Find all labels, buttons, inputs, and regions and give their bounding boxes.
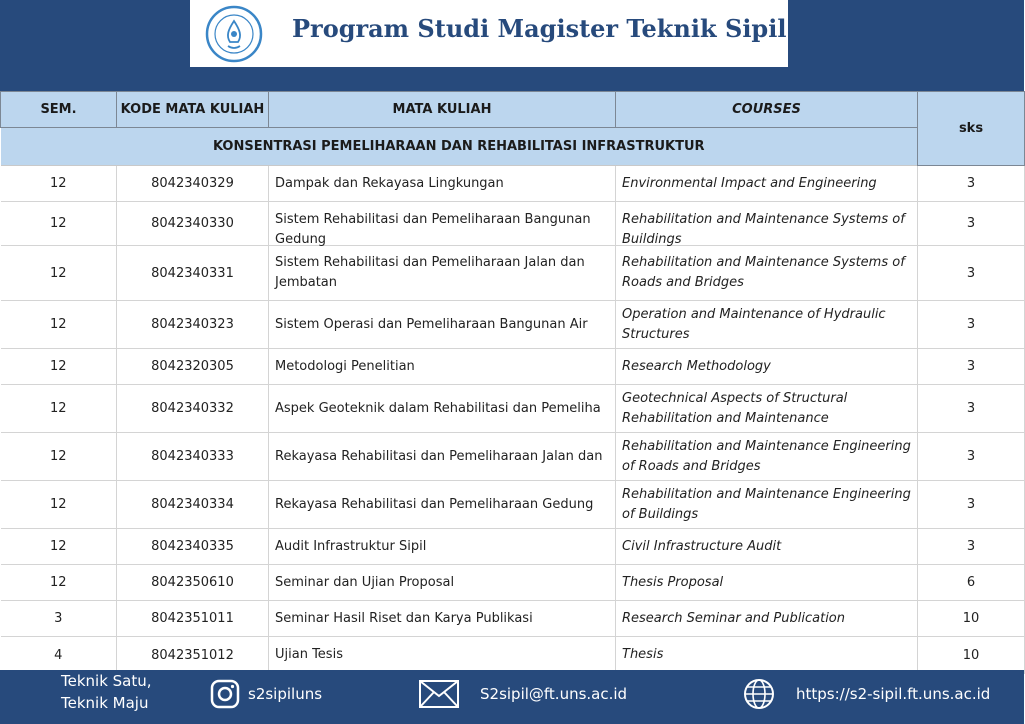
row-sem-text: 12 [49,401,67,416]
row-sks-text: 3 [966,449,976,464]
row-sem [1,301,117,349]
concentration-row [1,128,1025,166]
row-course-english-text: Rehabilitation and Maintenance Systems of Buildings [622,212,905,247]
row-course-name-text: Dampak dan Rekayasa Lingkungan [275,175,504,191]
row-code [117,529,269,565]
row-course-english [616,637,918,674]
row-course-name-text: Ujian Tesis [275,647,343,662]
footer [0,670,1024,724]
row-course-name-text: Sistem Operasi dan Pemeliharaan Bangunan Air [275,316,588,332]
row-course-english [616,565,918,601]
row-sem-text: 12 [49,575,67,590]
row-code [117,246,269,301]
row-course-name [269,481,616,529]
col-header-courses: COURSES [616,92,918,128]
row-sks [918,529,1025,565]
table-row [1,202,1025,246]
row-code-text: 8042350610 [151,575,234,590]
row-sks [918,246,1025,301]
row-code-text: 8042340332 [151,401,234,416]
row-course-english-text: Research Methodology [622,358,771,374]
row-sem-text: 12 [49,317,67,332]
table-row [1,301,1025,349]
row-course-name-text: Sistem Rehabilitasi dan Pemeliharaan Bangunan Gedung [275,212,591,247]
row-course-english-text: Environmental Impact and Engineering [622,175,877,191]
table-row [1,349,1025,385]
row-code [117,481,269,529]
row-sks [918,166,1025,202]
table-row [1,433,1025,481]
row-course-english [616,166,918,202]
row-sem-text: 12 [49,497,67,512]
row-sks [918,601,1025,637]
row-code [117,601,269,637]
course-table-container [0,91,1024,674]
row-sks-text: 10 [962,611,980,626]
row-course-english [616,481,918,529]
row-sem [1,202,117,246]
row-code-text: 8042340329 [151,176,234,191]
row-sem [1,529,117,565]
website-url[interactable]: https://s2-sipil.ft.uns.ac.id [796,685,991,703]
row-course-name [269,529,616,565]
row-course-name-text: Rekayasa Rehabilitasi dan Pemeliharaan Gedung [275,496,594,512]
row-sks-text: 3 [966,359,976,374]
row-course-english-text: Rehabilitation and Maintenance Engineering of Buildings [622,486,911,522]
row-code [117,202,269,246]
row-course-name-text: Seminar Hasil Riset dan Karya Publikasi [275,610,533,626]
row-course-name-text: Sistem Rehabilitasi dan Pemeliharaan Jalan dan Jembatan [275,255,585,290]
row-course-english [616,246,918,301]
row-course-english [616,349,918,385]
email-address[interactable]: S2sipil@ft.uns.ac.id [480,685,628,703]
row-course-english-text: Thesis [622,647,664,662]
row-course-english-text: Thesis Proposal [622,574,724,590]
tagline-line-2: Teknik Maju [61,694,149,712]
website-contact[interactable] [742,677,990,711]
row-sem-text: 4 [54,647,63,663]
row-sem-text: 3 [54,611,63,626]
col-header-name: MATA KULIAH [269,92,616,128]
row-sem-text: 12 [49,265,67,281]
row-code [117,565,269,601]
row-sem-text: 12 [49,449,67,464]
row-course-name [269,637,616,674]
row-code [117,433,269,481]
row-course-name-text: Seminar dan Ujian Proposal [275,574,455,590]
row-sem-text: 12 [49,539,67,554]
row-code-text: 8042351011 [151,611,234,626]
row-sem [1,166,117,202]
row-code-text: 8042320305 [151,359,234,374]
row-sks [918,385,1025,433]
concentration-label: KONSENTRASI PEMELIHARAAN DAN REHABILITASI INFRASTRUKTUR [1,128,918,166]
row-sks-text: 3 [966,539,976,554]
row-sem [1,246,117,301]
table-row [1,565,1025,601]
table-row [1,529,1025,565]
table-row [1,166,1025,202]
col-header-sks: sks [918,92,1025,166]
row-sem-text: 12 [49,216,67,231]
row-course-name [269,565,616,601]
row-code-text: 8042340335 [151,539,234,554]
row-course-name-text: Aspek Geoteknik dalam Rehabilitasi dan Pemeliha [275,400,601,416]
row-course-name [269,349,616,385]
row-code-text: 8042351012 [151,647,234,663]
row-course-name [269,301,616,349]
row-sks-text: 3 [966,265,976,281]
row-course-english [616,529,918,565]
page-title: Program Studi Magister Teknik Sipil [292,14,787,43]
row-sks [918,301,1025,349]
row-code-text: 8042340323 [151,317,234,332]
tagline [61,670,191,714]
row-code [117,301,269,349]
row-course-name-text: Rekayasa Rehabilitasi dan Pemeliharaan Jalan dan [275,448,603,464]
row-course-name [269,433,616,481]
row-sks [918,481,1025,529]
row-course-english [616,301,918,349]
row-sks-text: 6 [966,575,976,590]
mail-icon [418,679,460,709]
row-course-english [616,385,918,433]
row-sks-text: 3 [966,317,976,332]
row-course-name [269,202,616,246]
row-course-name [269,166,616,202]
row-sks-text: 3 [966,176,976,191]
table-row [1,637,1025,674]
row-sem-text: 12 [49,359,67,374]
row-sem [1,349,117,385]
row-course-name [269,246,616,301]
row-sks [918,349,1025,385]
instagram-icon [210,679,240,709]
row-course-english-text: Research Seminar and Publication [622,610,845,626]
tagline-line-1: Teknik Satu, [61,672,152,690]
row-sem-text: 12 [49,176,67,191]
row-code-text: 8042340331 [151,265,234,281]
email-contact[interactable] [418,679,627,709]
row-sks-text: 3 [966,497,976,512]
row-course-name [269,385,616,433]
row-sks [918,637,1025,674]
row-sem [1,385,117,433]
row-course-name-text: Audit Infrastruktur Sipil [275,538,427,554]
row-sem [1,433,117,481]
row-course-english [616,601,918,637]
table-row [1,601,1025,637]
row-sem [1,601,117,637]
row-sks [918,433,1025,481]
row-code-text: 8042340330 [151,216,234,231]
row-course-english-text: Civil Infrastructure Audit [622,538,782,554]
row-course-english [616,433,918,481]
course-table [0,91,1025,674]
table-row [1,246,1025,301]
row-sks [918,202,1025,246]
row-sks-text: 10 [962,647,980,663]
row-course-english [616,202,918,246]
table-row [1,481,1025,529]
row-sks-text: 3 [966,401,976,416]
col-header-sem: SEM. [1,92,117,128]
table-header-row [1,92,1025,128]
row-code-text: 8042340334 [151,497,234,512]
instagram-handle[interactable]: s2sipiluns [248,685,323,703]
row-code [117,385,269,433]
row-course-english-text: Geotechnical Aspects of Structural Rehabilitation and Maintenance [622,390,848,426]
globe-icon [742,677,776,711]
row-sem [1,565,117,601]
row-course-name [269,601,616,637]
row-sks [918,565,1025,601]
row-code [117,349,269,385]
instagram-contact[interactable] [210,679,322,709]
row-code-text: 8042340333 [151,449,234,464]
col-header-code: KODE MATA KULIAH [117,92,269,128]
row-course-name-text: Metodologi Penelitian [275,358,415,374]
table-row [1,385,1025,433]
title-card [190,0,788,67]
university-seal-icon [204,4,264,64]
row-sks-text: 3 [966,216,976,231]
row-code [117,166,269,202]
row-course-english-text: Rehabilitation and Maintenance Systems of Roads and Bridges [622,255,905,290]
row-code [117,637,269,674]
row-course-english-text: Operation and Maintenance of Hydraulic Structures [622,306,886,342]
row-course-english-text: Rehabilitation and Maintenance Engineering of Roads and Bridges [622,438,911,474]
row-sem [1,481,117,529]
row-sem [1,637,117,674]
